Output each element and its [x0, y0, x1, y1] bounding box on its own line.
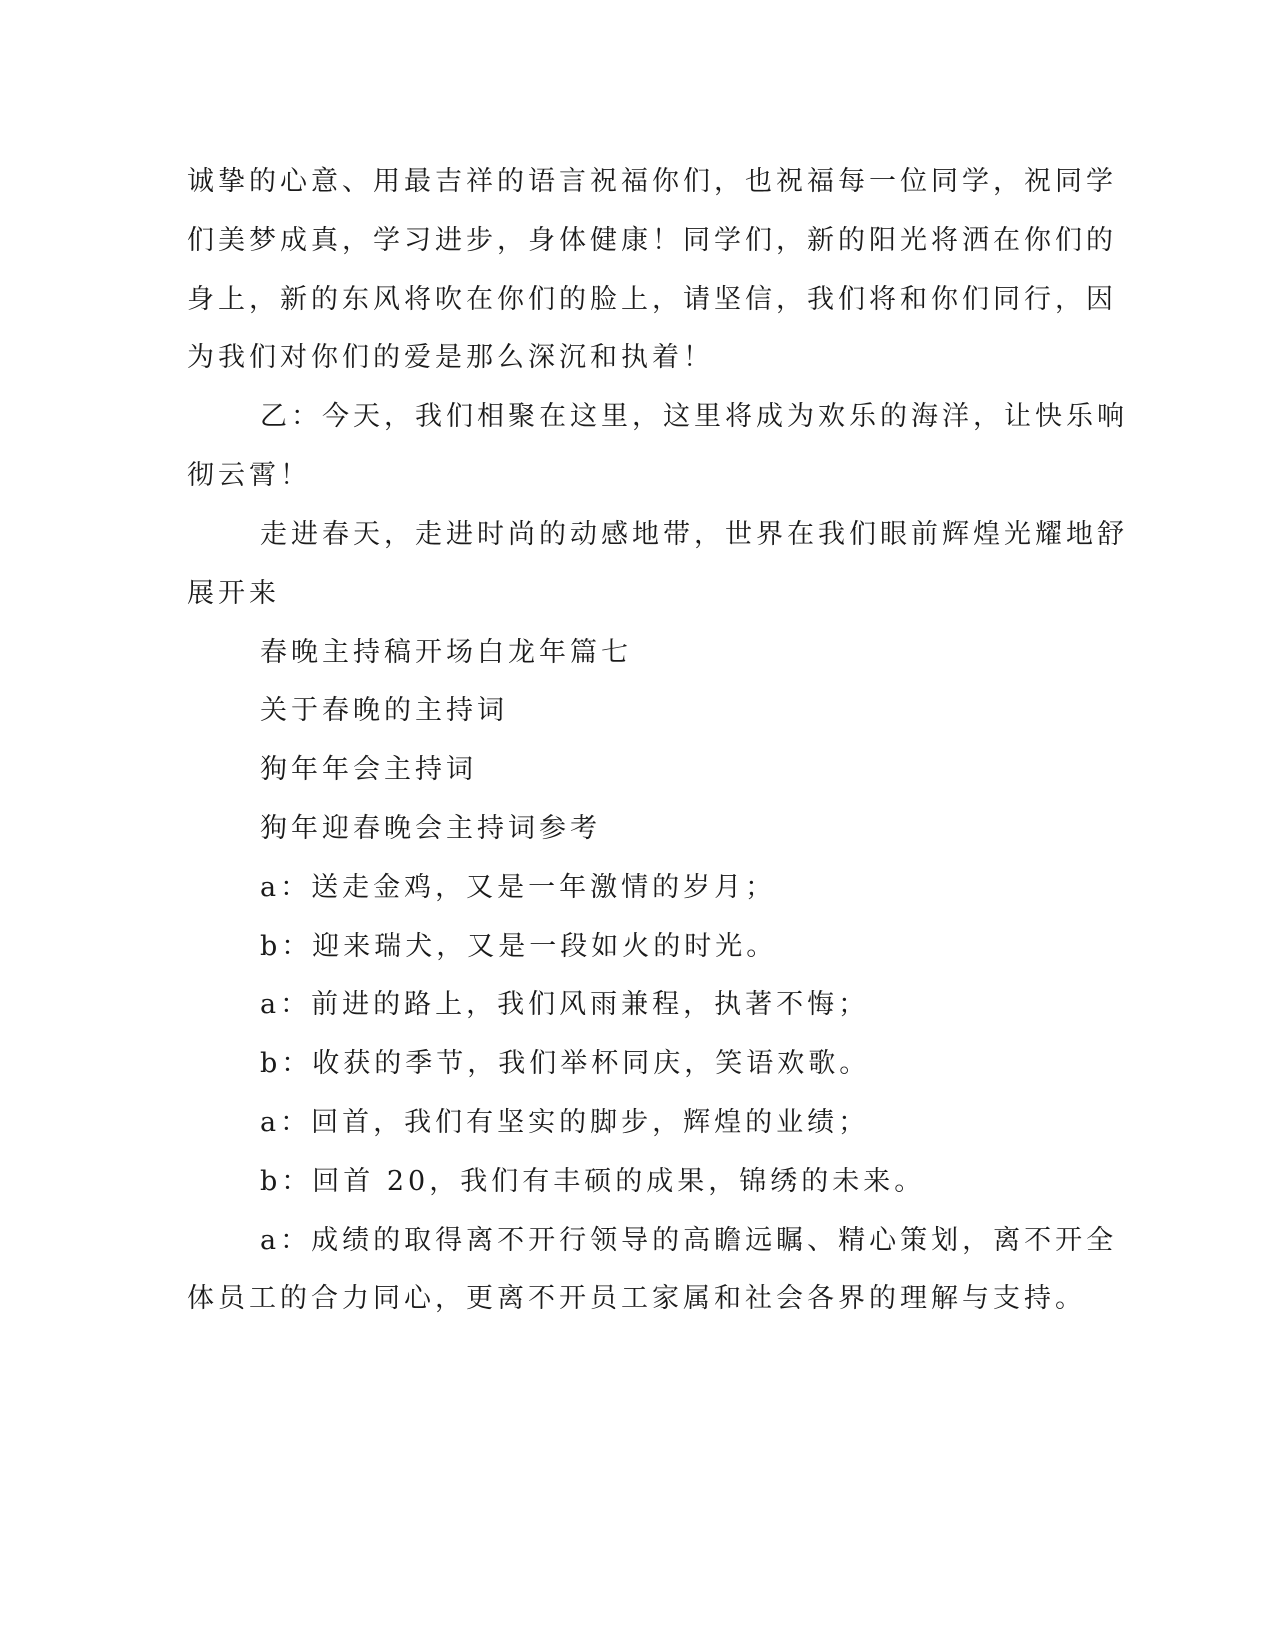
text-line: 们美梦成真，学习进步，身体健康！同学们，新的阳光将洒在你们的	[187, 225, 1117, 256]
text-line: 狗年迎春晚会主持词参考	[260, 813, 601, 844]
text-line: 狗年年会主持词	[260, 754, 477, 785]
text-line: a：前进的路上，我们风雨兼程，执著不悔；	[260, 989, 870, 1020]
text-line: b：回首 20，我们有丰硕的成果，锦绣的未来。	[260, 1166, 926, 1197]
text-line: 诚挚的心意、用最吉祥的语言祝福你们，也祝福每一位同学，祝同学	[187, 166, 1117, 197]
text-line: 身上，新的东风将吹在你们的脸上，请坚信，我们将和你们同行，因	[187, 284, 1117, 315]
text-line: 为我们对你们的爱是那么深沉和执着！	[187, 342, 714, 373]
text-line: b：收获的季节，我们举杯同庆，笑语欢歌。	[260, 1048, 871, 1079]
text-line: 展开来	[187, 578, 280, 609]
text-line: a：送走金鸡，又是一年激情的岁月；	[260, 872, 777, 903]
text-line: 关于春晚的主持词	[260, 695, 508, 726]
text-line: a：回首，我们有坚实的脚步，辉煌的业绩；	[260, 1107, 870, 1138]
text-line: a：成绩的取得离不开行领导的高瞻远瞩、精心策划，离不开全	[260, 1225, 1118, 1256]
text-line: 体员工的合力同心，更离不开员工家属和社会各界的理解与支持。	[187, 1283, 1086, 1314]
text-line: 乙：今天，我们相聚在这里，这里将成为欢乐的海洋，让快乐响	[260, 401, 1128, 432]
text-line: 走进春天，走进时尚的动感地带，世界在我们眼前辉煌光耀地舒	[260, 519, 1128, 550]
text-line: 彻云霄！	[187, 460, 311, 491]
text-line: b：迎来瑞犬，又是一段如火的时光。	[260, 931, 778, 962]
section-heading: 春晚主持稿开场白龙年篇七	[260, 637, 632, 668]
